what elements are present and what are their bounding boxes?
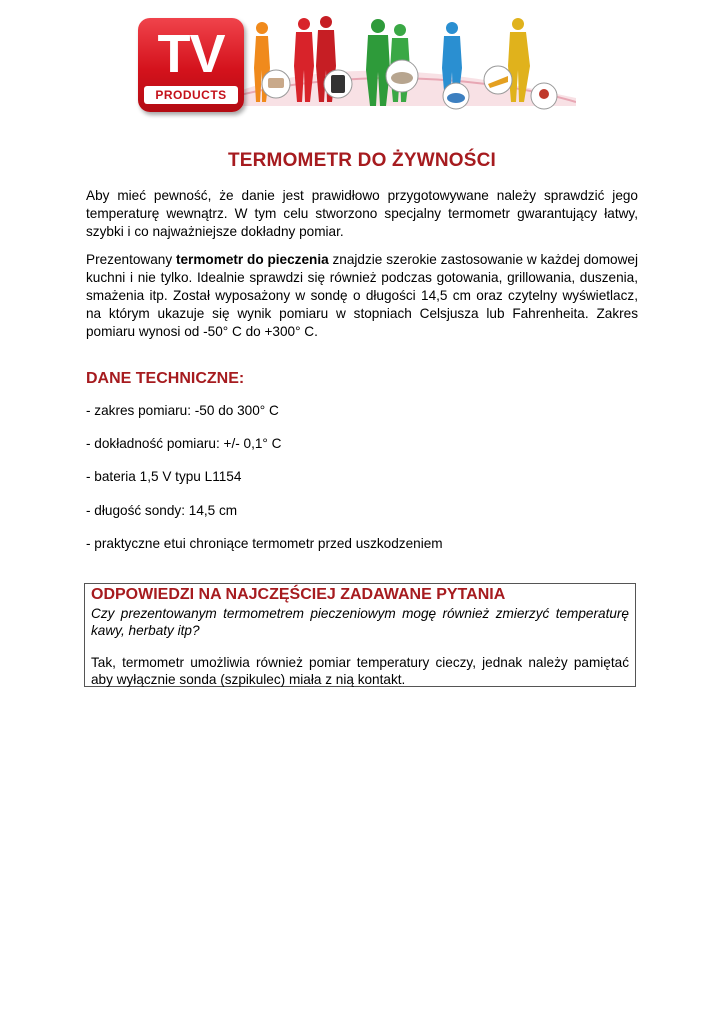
- faq-heading: ODPOWIEDZI NA NAJCZĘŚCIEJ ZADAWANE PYTANIA: [91, 586, 506, 603]
- faq-answer: Tak, termometr umożliwia również pomiar temperatury cieczy, jednak należy pamiętać aby wyłącznie sonda (szpikulec) miała z nią kontakt.: [91, 655, 629, 687]
- logo-tv-text: TV: [157, 24, 225, 84]
- person-figure-yellow: [508, 18, 530, 102]
- header-banner: [132, 10, 576, 114]
- product-bubble-4: [443, 83, 469, 109]
- faq-question: Czy prezentowanym termometrem pieczeniowym mogę również zmierzyć temperaturę kawy, herbaty itp?: [91, 606, 629, 638]
- tv-products-logo[interactable]: [138, 18, 244, 112]
- spec-item-case: - praktyczne etui chroniące termometr przed uszkodzeniem: [86, 536, 443, 551]
- spec-item-probe-length: - długość sondy: 14,5 cm: [86, 503, 238, 518]
- intro-paragraph: Aby mieć pewność, że danie jest prawidłowo przygotowywane należy sprawdzić jego temperaturę wewnątrz. W tym celu stworzono specjalny termometr gwarantujący łatwy, szybki i co najważniejsze dokładny pomiar.: [86, 188, 638, 239]
- specs-heading: DANE TECHNICZNE:: [86, 370, 245, 387]
- product-bubble-1: [262, 70, 290, 98]
- product-bubble-6: [531, 83, 557, 109]
- spec-item-battery: - bateria 1,5 V typu L1154: [86, 469, 242, 484]
- person-figure-red: [294, 18, 314, 102]
- product-bubble-2: [324, 70, 352, 98]
- spec-item-range: - zakres pomiaru: -50 do 300° C: [86, 403, 279, 418]
- description-prefix: Prezentowany: [86, 252, 176, 267]
- person-figure-green: [366, 19, 390, 106]
- description-bold: termometr do pieczenia: [175, 252, 329, 267]
- page-title: TERMOMETR DO ŻYWNOŚCI: [227, 150, 497, 171]
- spec-item-accuracy: - dokładność pomiaru: +/- 0,1° C: [86, 436, 282, 451]
- product-bubble-3: [386, 60, 418, 92]
- people-illustration: [252, 10, 572, 114]
- product-bubble-5: [484, 66, 512, 94]
- faq-box: [84, 583, 636, 687]
- description-paragraph: [86, 251, 638, 341]
- logo-products-text: PRODUCTS: [144, 86, 238, 104]
- description-suffix: znajdzie szerokie zastosowanie w każdej domowej kuchni i nie tylko. Idealnie sprawdzi się również podczas gotowania, grillowania, duszenia, smażenia itp. Został wyposażony w sondę o długości 14,5 cm oraz czytelny wyświetlacz, na którym ukazuje się wynik pomiaru w stopniach Celsjusza lub Fahrenheita. Zakres pomiaru wynosi od -50° C do +300° C.: [86, 252, 638, 339]
